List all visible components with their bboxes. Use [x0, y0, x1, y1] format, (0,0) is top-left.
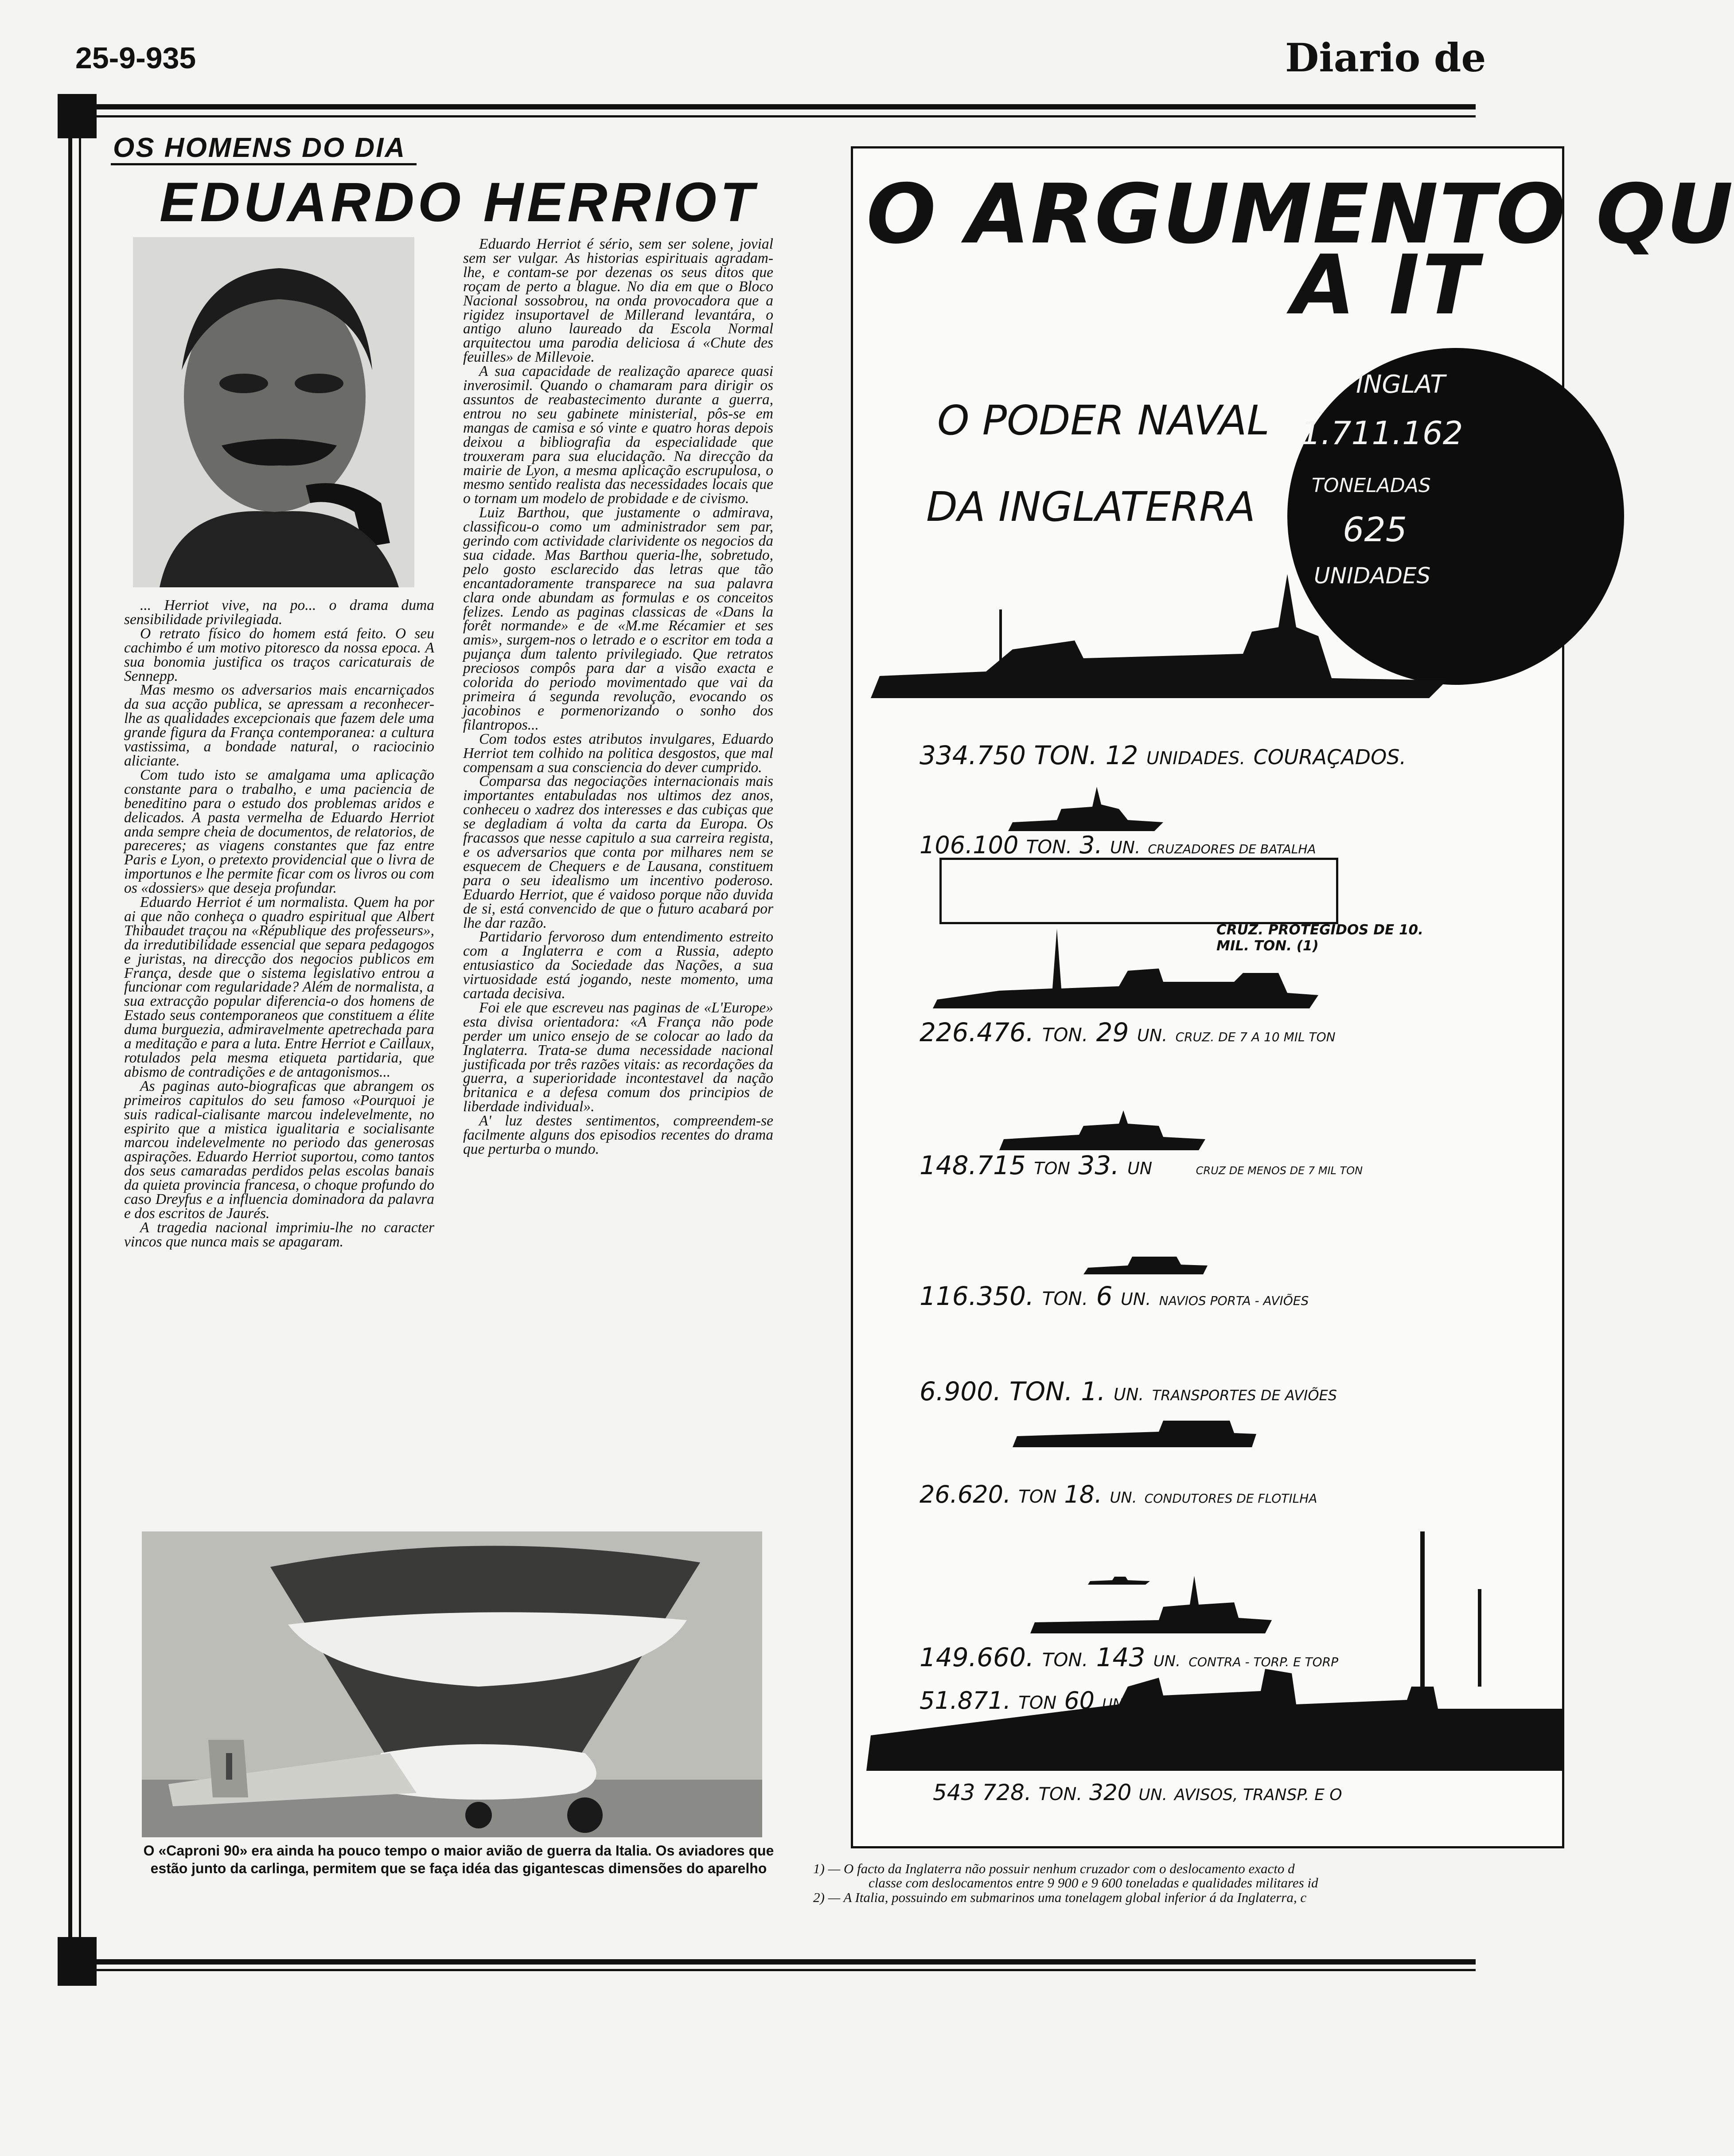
article-paragraph: Eduardo Herriot é um normalista. Quem ha por ai que não conheça o quadro espiritual que Albert Thibaudet traçou na «République des professeurs», da irredutibilidade essencial que separa pedagogos e juristas, na direcção dos negocios publicos em França, desde que o sistema legislativo entrou a funcionar com regularidade? Além de normalista, a sua extracção popular diferencia-o dos homens de Estado seus contemporaneos que constituem a élite duma burguezia, admiravelmente apetrechada para a meditação e para a luta. Entre Herriot e Caillaux, rotulados pela mesma etiqueta partidaria, que abismo de contradições e de antagonismos...: [124, 894, 434, 1080]
empty-category-box: [939, 858, 1338, 924]
article-paragraph: A' luz destes sentimentos, compreendem-se facilmente alguns dos episodios recentes do drama que perturba o mundo.: [463, 1113, 773, 1157]
bottom-rule: [93, 1959, 1476, 1965]
figure-title-line-1: O ARGUMENTO QU: [866, 166, 1734, 262]
top-rule-thin: [58, 115, 1476, 117]
fleet-row-flotilla-leaders: 26.620. TON 18. UN. CONDUTORES DE FLOTILHA: [920, 1480, 1317, 1508]
figure-subtitle-line-1: O PODER NAVAL: [937, 397, 1270, 444]
portrait-image: [133, 237, 414, 587]
fleet-row-battlecruisers: 106.100 TON. 3. UN. CRUZADORES DE BATALHA: [920, 831, 1316, 859]
fleet-row-sloops: 543 728. TON. 320 UN. AVISOS, TRANSP. E O: [933, 1780, 1342, 1805]
article-paragraph: Comparsa das negociações internacionais mais importantes entabuladas nos ultimos dez anos, conheceu o xadrez dos interesses e das cubiças que se degladiam á volta da carta da Europa. Os fracassos que nesse capitulo a sua carreira regista, e os adversarios que conta por milhares nem se esquecem de Chequers e de Lausana, constituem para o seu idealismo um incentivo poderoso. Eduardo Herriot, que é vaidoso porque não duvida de si, está convencido de que o futuro acabará por lhe dar razão.: [463, 773, 773, 931]
flotilla-leader-silhouette: [1030, 1576, 1272, 1633]
fleet-row-battleships: 334.750 TON. 12 UNIDADES. COURAÇADOS.: [920, 740, 1407, 770]
fleet-row-aircraft-transports: 6.900. TON. 1. UN. TRANSPORTES DE AVIÕES: [920, 1376, 1337, 1406]
airplane-photo: [142, 1531, 762, 1837]
article-paragraph: A sua capacidade de realização aparece quasi inverosimil. Quando o chamaram para dirigir os assuntos de reabastecimento durante a guerra, entrou no seu gabinete ministerial, pôs-se em mangas de camisa e só vinte e quatro horas depois deixou a bibliografia da especialidade que trouxeram para sua elucidação. Na direcção da mairie de Lyon, a mesma aplicação escrupulosa, o mesmo sentido realista das necessidades locais que o tornam um modelo de probidade e de civismo.: [463, 363, 773, 507]
article-paragraph: Foi ele que escreveu nas paginas de «L'Europe» esta divisa orientadora: «A França não pode perder um unico ensejo de se colocar ao lado da Inglaterra. Trata-se duma necessidade nacional justificada por três razões vitais: as recordações da guerra, a superioridade incontestavel da nação britanica e a defesa comum dos principios de liberdade individual».: [463, 999, 773, 1115]
circle-unit: TONELADAS: [1312, 474, 1431, 497]
fleet-row-protected-cruisers: CRUZ. PROTEGIDOS DE 10. MIL. TON. (1): [1216, 922, 1423, 954]
fleet-row-submarines: 51.871. TON 60 UN SUBMARINOS (2): [920, 1687, 1251, 1715]
article-paragraph: Luiz Barthou, que justamente o admirava, classificou-o como um administrador sem par, gerindo com actividade clarividente os negocios da sua cidade. Mas Barthou queria-lhe, sobretudo, pelo gosto esclarecido das letras que tão encantadoramente transparece na sua palavra clara onde abundam as formulas e os conceitos felizes. Lendo as paginas classicas de «Dans la forêt normande» e de «M.me Récamier et ses amis», surgem-nos o letrado e o escritor em toda a pujança dum talento privilegiado. Que retratos preciosos compôs para dar a visão exacta e colorida do periodo movimentado que vai da primeira á segunda revolução, evocando os jacobinos e pormenorizando o sonho dos filantropos...: [463, 504, 773, 733]
light-cruiser-silhouette: [1083, 1257, 1208, 1274]
circle-tonnage: 1.711.162: [1301, 414, 1463, 452]
article-column-1: [124, 598, 434, 1529]
left-border-line: [68, 133, 72, 1955]
battleship-silhouette: [871, 574, 1447, 698]
circle-units-count: 625: [1343, 510, 1407, 549]
section-underline: [111, 163, 417, 165]
fleet-row-aircraft-carriers: 116.350. TON. 6 UN. NAVIOS PORTA - AVIÕES: [920, 1281, 1309, 1311]
destroyer-silhouette: [866, 1669, 1562, 1771]
figure-subtitle-line-2: DA INGLATERRA: [926, 483, 1255, 531]
article-paragraph: Eduardo Herriot é sério, sem ser solene, jovial sem ser vulgar. As historias espirituais agradam-lhe, e contam-se por dezenas os seus ditos que roçam de perto a blague. No dia em que o Bloco Nacional sossobrou, na onda provocadora que a rigidez insuportavel de Millerand levantára, o antigo aluno laureado da Escola Normal arquitectou uma parodia deliciosa á «Chute des feuilles» de Millevoie.: [463, 236, 773, 366]
submarine-silhouette: [1088, 1577, 1150, 1585]
article-paragraph: Com todos estes atributos invulgares, Eduardo Herriot tem colhido na politica desgostos, que mal compensam a sua consciencia do dever cumprido.: [463, 730, 773, 776]
footnote-1-cont: classe com deslocamentos entre 9 900 e 9 600 toneladas e qualidades militares id: [869, 1875, 1318, 1890]
heavy-cruiser-silhouette: [999, 1110, 1205, 1150]
left-border-block-top: [58, 94, 97, 138]
naval-power-infographic: [851, 146, 1734, 1848]
section-title: OS HOMENS DO DIA: [113, 133, 406, 163]
top-rule: [58, 104, 1476, 109]
article-paragraph: Com tudo isto se amalgama uma aplicação constante para o trabalho, e uma paciencia de beneditino para o estudo dos problemas aridos e delicados. A pasta vermelha de Eduardo Herriot anda sempre cheia de documentos, de relatorios, de pareceres; as viagens constantes que faz entre Paris e Lyon, o pretexto providencial que o livra de importunos e lhe permite ficar com os livros ou com os «dossiers» que deseja profundar.: [124, 766, 434, 897]
article-paragraph: ... Herriot vive, na po... o drama duma sensibilidade privilegiada.: [124, 597, 434, 628]
battlecruiser-silhouette: [1008, 787, 1163, 831]
article-paragraph: As paginas auto-biograficas que abrangem os primeiros capitulos do seu famoso «Pourquoi je suis radical-cialisante marcou indelevelmente, no espirito que a mistica igualitaria e socialisante marcou indelevelmente no periodo das generosas aspirações. Eduardo Herriot suportou, como tantos dos seus camaradas perdidos pelas escolas banais da quieta provincia francesa, o choque profundo do caso Dreyfus e a influencia dominadora da palavra e dos escritos de Jaurés.: [124, 1078, 434, 1222]
article-paragraph: Mas mesmo os adversarios mais encarniçados da sua acção publica, se apressam a reconhecer-lhe as qualidades excepcionais que fazem dele uma grande figura da França contemporanea: a cultura vastissima, a bondade natural, o raciocinio aliciante.: [124, 682, 434, 769]
footnote-2: 2) — A Italia, possuindo em submarinos uma tonelagem global inferior á da Inglaterra, c: [813, 1890, 1307, 1905]
article-paragraph: O retrato físico do homem está feito. O seu cachimbo é um motivo pitoresco da nossa epoca. A sua bonomia justifica os traços caricaturais de Sennepp.: [124, 625, 434, 684]
bottom-rule-thin: [93, 1969, 1476, 1971]
left-border-block-bottom: [58, 1937, 97, 1986]
fleet-row-destroyers: 149.660. TON. 143 UN. CONTRA - TORP. E TORP: [920, 1642, 1339, 1672]
figure-title-line-2: A IT: [1292, 237, 1481, 333]
left-border-line-2: [79, 133, 81, 1955]
page-date: 25-9-935: [75, 41, 196, 75]
fleet-row-light-cruisers: 148.715 TON 33. UN CRUZ DE MENOS DE 7 MIL TON: [920, 1150, 1363, 1180]
airplane-photo-caption: O «Caproni 90» era ainda ha pouco tempo o maior avião de guerra da Italia. Os aviadores que estão junto da carlinga, permitem que se faça idéa das gigantescas dimensões do aparelho: [143, 1843, 774, 1876]
portrait-photo: [133, 237, 414, 587]
newspaper-masthead: Diario de: [1285, 35, 1486, 81]
article-column-2: [463, 237, 773, 1523]
article-headline: EDUARDO HERRIOT: [160, 172, 758, 233]
article-paragraph: Partidario fervoroso dum entendimento estreito com a Inglaterra e com a Russia, adepto entusiastico da Sociedade das Nações, a sua virtuosidade está jogando, neste momento, uma cartada decisiva.: [463, 929, 773, 1002]
footnote-1: 1) — O facto da Inglaterra não possuir nenhum cruzador com o deslocamento exacto d: [813, 1861, 1295, 1876]
circle-units-label: UNIDADES: [1314, 563, 1431, 589]
article-paragraph: A tragedia nacional imprimiu-lhe no caracter vincos que nunca mais se apagaram.: [124, 1219, 434, 1250]
circle-country: INGLAT: [1356, 370, 1446, 399]
aircraft-carrier-silhouette: [1013, 1421, 1256, 1447]
fleet-row-heavy-cruisers: 226.476. TON. 29 UN. CRUZ. DE 7 A 10 MIL TON: [920, 1017, 1336, 1047]
ship-silhouettes: [853, 148, 1562, 1846]
caproni-airplane-image: [142, 1531, 762, 1837]
